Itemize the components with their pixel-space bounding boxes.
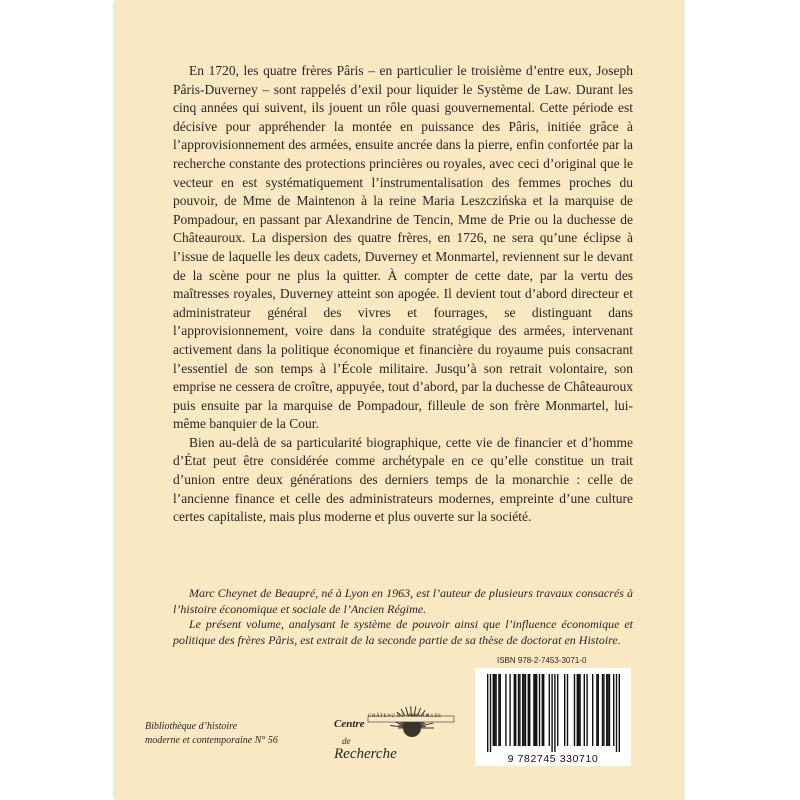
barcode-bar: [500, 674, 501, 746]
barcode-bar: [578, 674, 579, 746]
author-bio: [173, 586, 633, 648]
barcode-bar: [493, 674, 494, 746]
barcode-bar: [515, 674, 516, 746]
series-line-2: moderne et contemporaine N° 56: [145, 735, 278, 746]
barcode-bar: [619, 674, 620, 752]
barcode-bar: [567, 674, 568, 746]
barcode-bar: [509, 674, 510, 746]
barcode-bar: [539, 674, 540, 746]
barcode-bar: [549, 674, 550, 746]
logo-de: de: [342, 736, 351, 746]
barcode-bar: [533, 674, 534, 746]
barcode-bar: [490, 674, 491, 752]
barcode-bar: [487, 674, 488, 752]
barcode-bar: [495, 674, 496, 746]
barcode-bar: [542, 674, 543, 746]
barcode-bar: [584, 674, 585, 746]
series-name: [145, 720, 325, 748]
barcode-bar: [606, 674, 607, 746]
barcode-bar: [586, 674, 587, 746]
barcode-bar: [613, 674, 614, 746]
logo-centre: Centre: [334, 718, 365, 730]
barcode-bar: [551, 674, 552, 752]
barcode-bars: [475, 668, 631, 754]
isbn-digits: 9 782745 330710: [507, 753, 599, 765]
barcode-bar: [494, 674, 495, 746]
barcode-bar: [574, 674, 575, 746]
barcode-bar: [518, 674, 519, 746]
barcode-bar: [557, 674, 558, 746]
barcode-bar: [528, 674, 529, 746]
barcode-bar: [579, 674, 580, 746]
barcode-bar: [525, 674, 526, 746]
barcode-bar: [616, 674, 617, 752]
author-bio-paragraph-2: Le présent volume, analysant le système de pouvoir ainsi que l’influence économique et politique des frères Pâris, est extrait de la seconde partie de sa thèse de doctorat en Histoire.: [173, 617, 633, 647]
isbn-barcode: [453, 656, 653, 768]
barcode-bar: [564, 674, 565, 746]
barcode-bar: [609, 674, 610, 746]
barcode-bar: [607, 674, 608, 746]
summary-paragraph-2: Bien au-delà de sa particularité biographique, cette vie de financier et d’homme d’État peut être considérée comme archétypale en ce qu’elle constitue un trait d’union entre deux générations des derniers temps de la monarchie : celle de l’ancienne finance et celle des administrateurs modernes, empreinte d’une culture certes capitaliste, mais plus moderne et plus ouverte sur la société.: [173, 434, 633, 525]
summary-text: [173, 62, 633, 527]
barcode-bar: [577, 674, 578, 746]
barcode-bar: [498, 674, 499, 746]
barcode-bar: [543, 674, 544, 746]
barcode-bar: [523, 674, 524, 746]
barcode-bar: [519, 674, 520, 746]
barcode-bar: [514, 674, 515, 746]
barcode-bar: [554, 674, 555, 752]
barcode-bar: [505, 674, 506, 746]
series-line-1: Bibliothèque d’histoire: [145, 721, 238, 732]
logo-banner-text: CHÂTEAU DE VERSAILLES: [368, 714, 442, 719]
isbn-label: ISBN 978-2-7453-3071-0: [497, 656, 587, 665]
summary-paragraph-1: En 1720, les quatre frères Pâris – en particulier le troisième d’entre eux, Joseph Pâris-Duverney – sont rappelés d’exil pour liquider le Système de Law. Durant les cinq années qui suivent, ils jouent un rôle quasi gouvernemental. Cette période est décisive pour appréhender la montée en puissance des Pâris, initiée grâce à l’approvisionnement des armées, ensuite ancrée dans la pierre, enfin confortée par la recherche constante des protections princières ou royales, avec ceci d’original que le vecteur en est systématiquement l’instrumentalisation des femmes proches du pouvoir, de Mme de Maintenon à la reine Maria Leszczińska et la marquise de Pompadour, en passant par Alexandrine de Tencin, Mme de Prie ou la duchesse de Châteauroux. La dispersion des quatre frères, en 1726, ne sera qu’une éclipse à l’issue de laquelle les deux cadets, Duverney et Monmartel, reviennent sur le devant de la scène pour ne plus la quitter. À compter de cette date, par la vertu des maîtresses royales, Duverney atteint son apogée. Il devient tout d’abord directeur et administrateur général des vivres et fourrages, se distinguant dans l’approvisionnement, voire dans la conduite stratégique des armées, intervenant activement dans la politique économique et financière du royaume puis consacrant l’essentiel de son temps à l’École militaire. Jusqu’à son retrait volontaire, son emprise ne cessera de croître, appuyée, tout d’abord, par la duchesse de Châteauroux puis ensuite par la marquise de Pompadour, filleule de son frère Monmartel, lui-même banquier de la Cour.: [173, 63, 633, 432]
publisher-logo: [330, 700, 460, 770]
barcode-bar: [603, 674, 604, 746]
author-bio-paragraph-1: Marc Cheynet de Beaupré, né à Lyon en 1963, est l’auteur de plusieurs travaux consacrés à l’histoire économique et sociale de l’Ancien Régime.: [173, 586, 633, 616]
barcode-bar: [522, 674, 523, 746]
barcode-bar: [602, 674, 603, 746]
barcode-bar: [598, 674, 599, 746]
barcode-bar: [536, 674, 537, 746]
barcode-bar: [529, 674, 530, 746]
book-back-cover: [115, 0, 683, 800]
barcode-bar: [535, 674, 536, 746]
barcode-bar: [592, 674, 593, 746]
barcode-bar: [596, 674, 597, 746]
barcode-background: [475, 668, 631, 766]
logo-recherche: Recherche: [334, 746, 397, 762]
